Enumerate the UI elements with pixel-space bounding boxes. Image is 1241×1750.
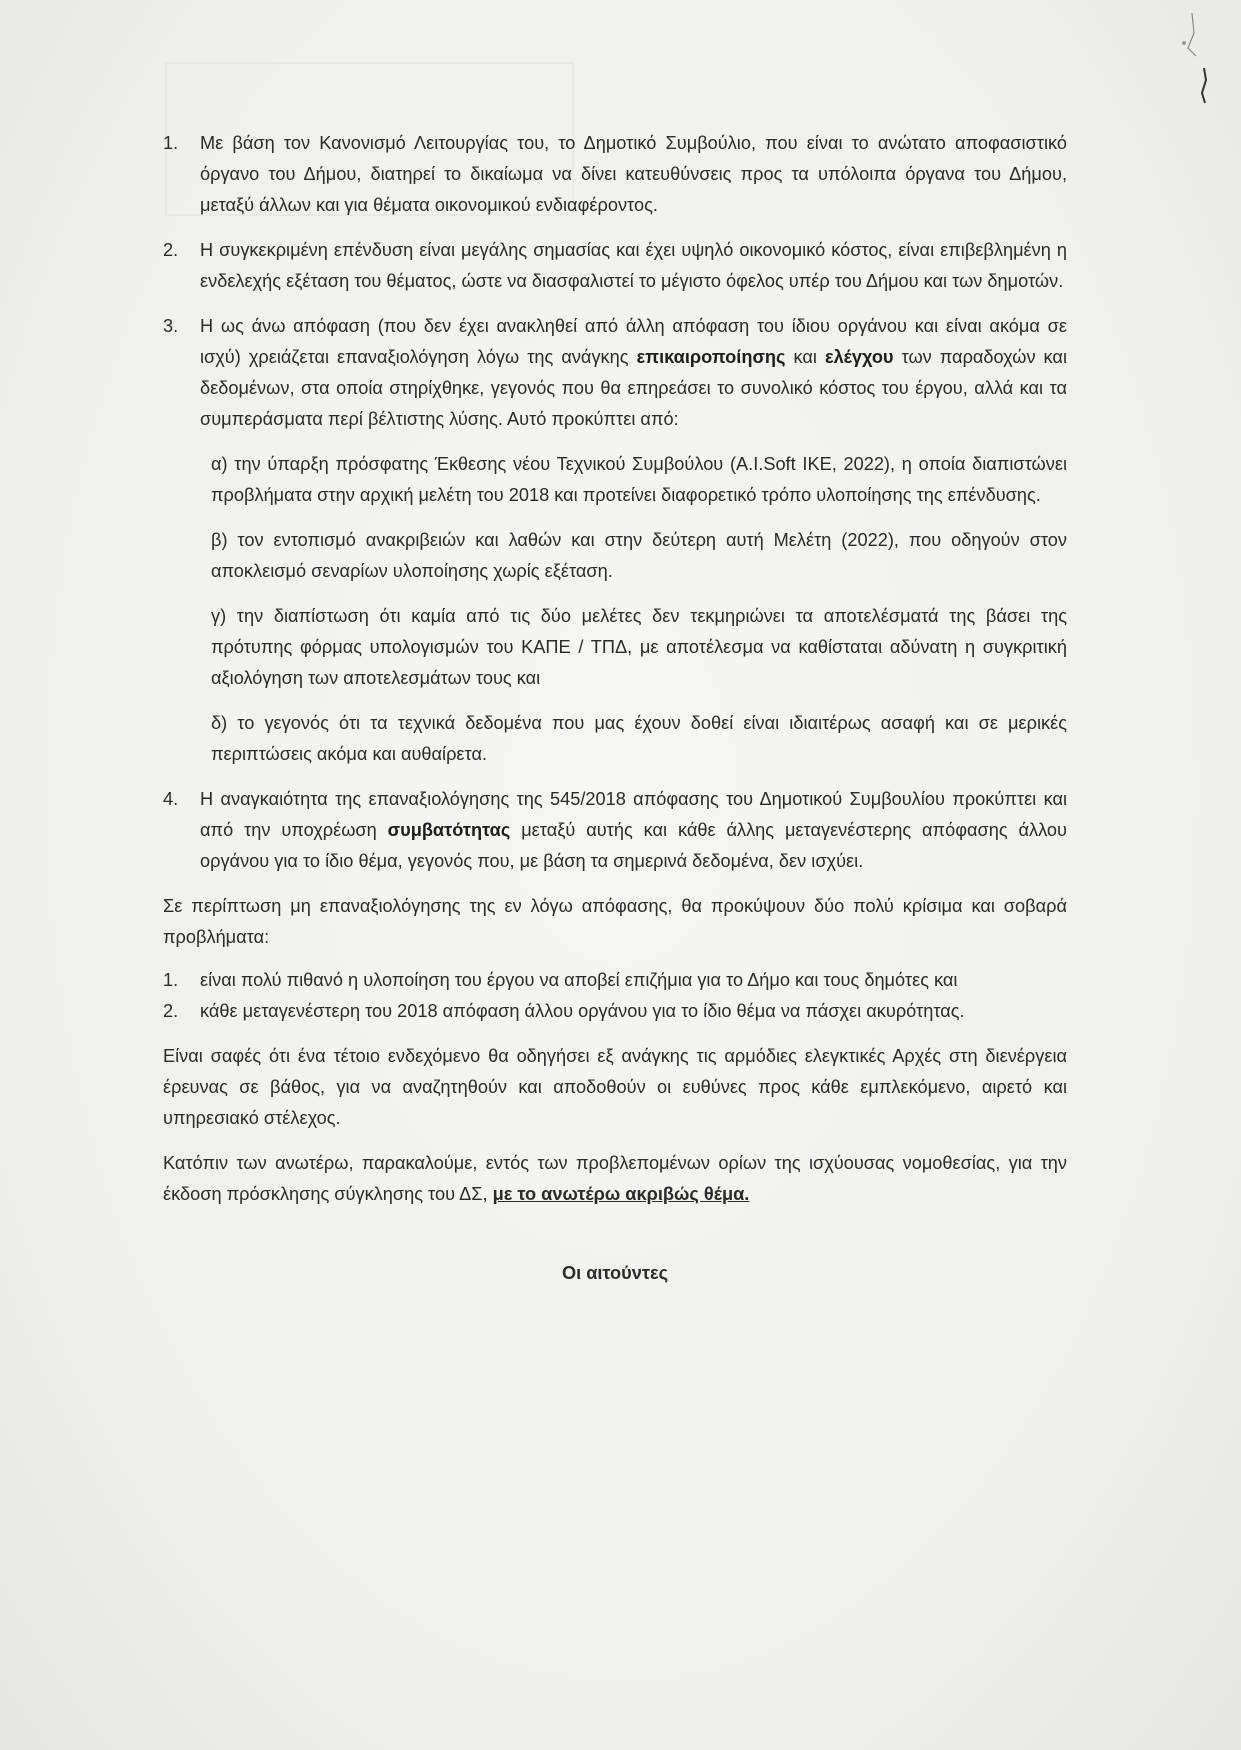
item-number: 2. — [163, 240, 179, 260]
emphasis-underlined: με το ανωτέρω ακριβώς θέμα. — [492, 1184, 750, 1204]
item-number: 1. — [163, 970, 179, 990]
item-text: κάθε μεταγενέστερη του 2018 απόφαση άλλου οργάνου για το ίδιο θέμα να πάσχει ακυρότητας. — [200, 1001, 965, 1021]
list-item — [163, 996, 1067, 1027]
item-text: Η ως άνω απόφαση (που δεν έχει ανακληθεί από άλλη απόφαση του ίδιου οργάνου και είναι ακόμα σε ισχύ) χρειάζεται επαναξιολόγηση λόγω της ανάγκης επικαιροποίησης και ελέγχου των παραδοχών και δεδομένων, στα οποία στηρίχθηκε, γεγονός που θα επηρεάσει το συνολικό κόστος του έργου, αλλά και τα συμπεράσματα περί βέλτιστης λύσης. Αυτό προκύπτει από: — [200, 316, 1067, 429]
subpoint: δ) το γεγονός ότι τα τεχνικά δεδομένα που μας έχουν δοθεί είναι ιδιαιτέρως ασαφή και σε μερικές περιπτώσεις ακόμα και αυθαίρετα. — [211, 713, 1067, 764]
paper-crease-mark — [1162, 8, 1222, 118]
request-paragraph: Κατόπιν των ανωτέρω, παρακαλούμε, εντός των προβλεπομένων ορίων της ισχύουσας νομοθεσίας, για την έκδοση πρόσκλησης σύγκλησης του ΔΣ, με το ανωτέρω ακριβώς θέμα. — [163, 1153, 1067, 1204]
subpoint: α) την ύπαρξη πρόσφατης Έκθεσης νέου Τεχνικού Συμβούλου (A.I.Soft IKE, 2022), η οποία διαπιστώνει προβλήματα στην αρχική μελέτη του 2018 και προτείνει διαφορετικό τρόπο υλοποίησης της επένδυσης. — [211, 454, 1067, 505]
emphasis-text: ελέγχου — [824, 347, 894, 367]
list-item — [163, 235, 1067, 297]
list-item — [163, 965, 1067, 996]
signature-label: Οι αιτούντες — [561, 1263, 669, 1283]
subpoints-list — [163, 449, 1067, 770]
item-text: είναι πολύ πιθανό η υλοποίηση του έργου να αποβεί επιζήμια για το Δήμο και τους δημότες και — [200, 970, 958, 990]
paragraph: Σε περίπτωση μη επαναξιολόγησης της εν λόγω απόφασης, θα προκύψουν δύο πολύ κρίσιμα και σοβαρά προβλήματα: — [163, 896, 1067, 947]
letter-body — [163, 128, 1067, 1289]
paragraph: Είναι σαφές ότι ένα τέτοιο ενδεχόμενο θα οδηγήσει εξ ανάγκης τις αρμόδιες ελεγκτικές Αρχές στη διενέργεια έρευνας σε βάθος, για να αναζητηθούν και αποδοθούν οι ευθύνες προς κάθε εμπλεκόμενο, αιρετό και υπηρεσιακό στέλεχος. — [163, 1046, 1067, 1128]
list-item — [163, 784, 1067, 877]
item-text: Η αναγκαιότητα της επαναξιολόγησης της 545/2018 απόφασης του Δημοτικού Συμβουλίου προκύπτει και από την υποχρέωση συμβατότητας μεταξύ αυτής και κάθε άλλης μεταγενέστερης απόφασης άλλου οργάνου για το ίδιο θέμα, γεγονός που, με βάση τα σημερινά δεδομένα, δεν ισχύει. — [200, 789, 1067, 871]
emphasis-text: συμβατότητας — [387, 820, 511, 840]
subpoint: γ) την διαπίστωση ότι καμία από τις δύο μελέτες δεν τεκμηριώνει τα αποτελέσματά της βάσει της πρότυπης φόρμας υπολογισμών του ΚΑΠΕ / ΤΠΔ, με αποτέλεσμα να καθίσταται αδύνατη η συγκριτική αξιολόγηση των αποτελεσμάτων τους και — [211, 606, 1067, 688]
item-number: 4. — [163, 789, 179, 809]
points-list-a — [163, 128, 1067, 435]
item-text: Η συγκεκριμένη επένδυση είναι μεγάλης σημασίας και έχει υψηλό οικονομικό κόστος, είναι επιβεβλημένη η ενδελεχής εξέταση του θέματος, ώστε να διασφαλιστεί το μέγιστο όφελος υπέρ του Δήμου και των δημοτών. — [200, 240, 1067, 291]
problems-list — [163, 965, 1067, 1027]
subpoint: β) τον εντοπισμό ανακριβειών και λαθών και στην δεύτερη αυτή Μελέτη (2022), που οδηγούν στον αποκλεισμό σεναρίων υλοποίησης χωρίς εξέταση. — [211, 530, 1067, 581]
list-item — [163, 311, 1067, 435]
item-number: 1. — [163, 133, 179, 153]
list-item — [163, 128, 1067, 221]
item-number: 2. — [163, 1001, 179, 1021]
item-number: 3. — [163, 316, 179, 336]
item-text: Με βάση τον Κανονισμό Λειτουργίας του, το Δημοτικό Συμβούλιο, που είναι το ανώτατο αποφασιστικό όργανο του Δήμου, διατηρεί το δικαίωμα να δίνει κατευθύνσεις προς τα υπόλοιπα όργανα του Δήμου, μεταξύ άλλων και για θέματα οικονομικού ενδιαφέροντος. — [200, 133, 1067, 215]
emphasis-text: επικαιροποίησης — [636, 347, 786, 367]
